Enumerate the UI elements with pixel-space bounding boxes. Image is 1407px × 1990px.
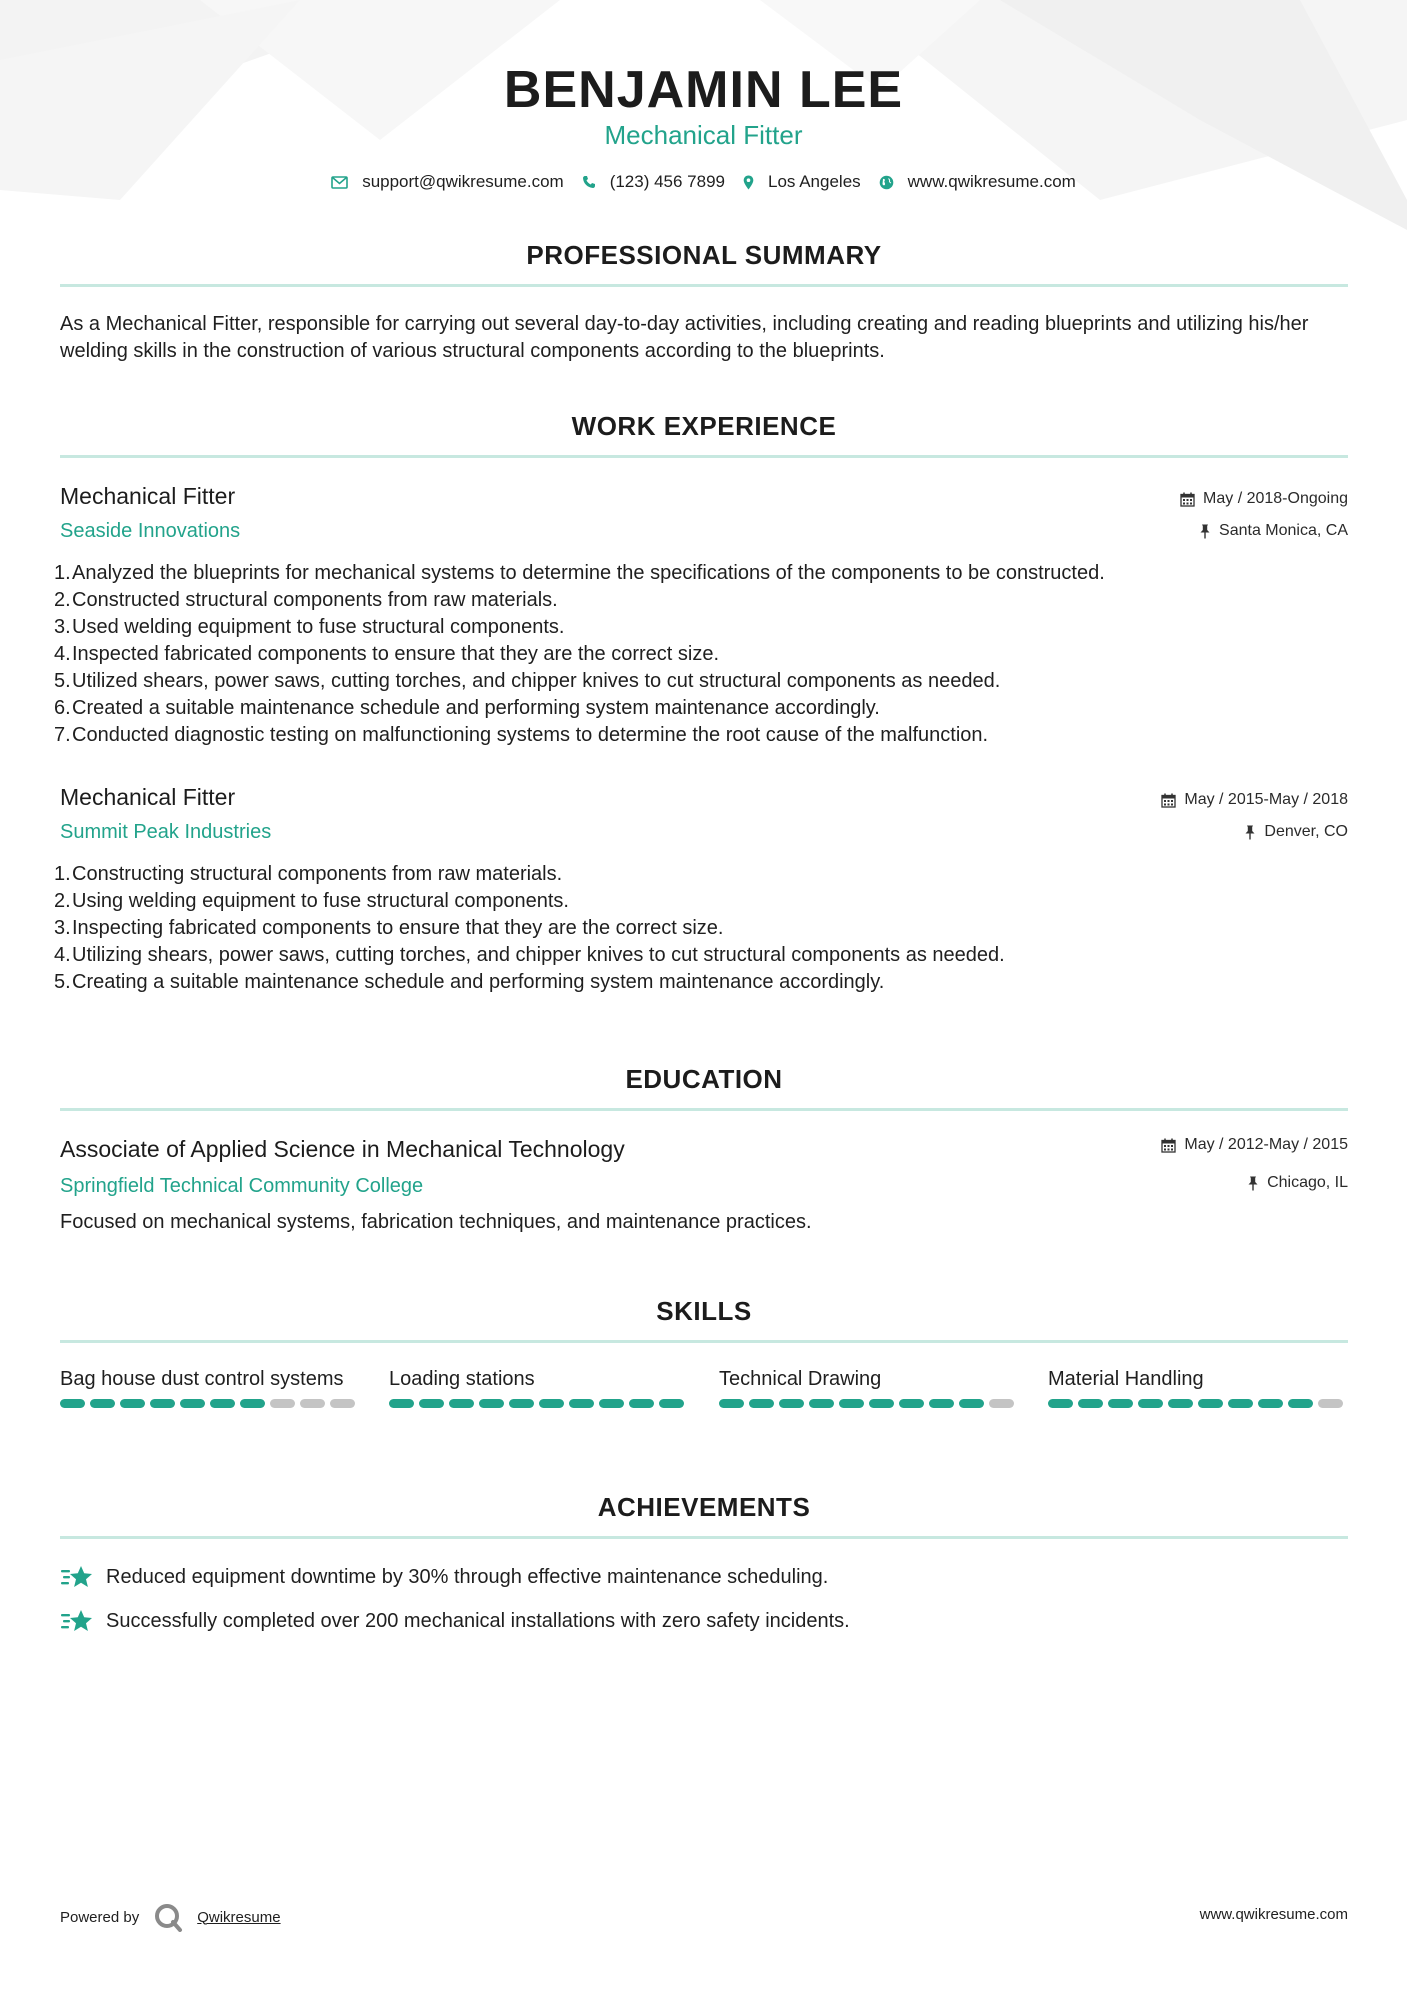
education-location — [1247, 1174, 1348, 1192]
skill-segment-filled — [210, 1399, 235, 1408]
skill-segment-filled — [899, 1399, 924, 1408]
summary-divider — [60, 284, 1348, 287]
phone-text: (123) 456 7899 — [609, 172, 726, 191]
achievement-item — [60, 1608, 850, 1634]
education-dates — [1161, 1136, 1348, 1154]
calendar-icon — [1161, 1138, 1176, 1153]
job-location — [1199, 522, 1348, 540]
skill-name: Bag house dust control systems — [60, 1368, 344, 1390]
skill-segment-filled — [509, 1399, 534, 1408]
candidate-role: Mechanical Fitter — [604, 120, 803, 150]
skill-item — [719, 1366, 1019, 1408]
skill-segment-filled — [1198, 1399, 1223, 1408]
job-title: Mechanical Fitter — [60, 483, 236, 509]
candidate-name: BENJAMIN LEE — [503, 61, 904, 119]
job-dates — [1161, 791, 1348, 809]
skill-name: Technical Drawing — [719, 1368, 882, 1390]
company-name: Summit Peak Industries — [60, 821, 272, 843]
powered-by-label: Powered by — [60, 1908, 140, 1926]
list-item: 4. Utilizing shears, power saws, cutting torches, and chipper knives to cut structural components as needed. — [54, 944, 1005, 966]
skill-segment-empty — [1318, 1399, 1343, 1408]
calendar-icon — [1161, 793, 1176, 808]
job-responsibilities — [54, 861, 1350, 996]
job-location-text: Santa Monica, CA — [1219, 522, 1348, 539]
skill-segment-filled — [1228, 1399, 1253, 1408]
qwikresume-logo-icon — [153, 1902, 183, 1932]
pushpin-icon — [1247, 1176, 1259, 1191]
skills-divider — [60, 1340, 1348, 1343]
skill-segment-filled — [1258, 1399, 1283, 1408]
education-dates-text: May / 2012-May / 2015 — [1184, 1136, 1348, 1153]
skill-name: Loading stations — [389, 1368, 535, 1390]
list-item: 3. Inspecting fabricated components to ensure that they are the correct size. — [54, 917, 724, 939]
skill-segment-filled — [1108, 1399, 1133, 1408]
qwikresume-link[interactable]: Qwikresume — [197, 1908, 281, 1926]
achievements-heading: ACHIEVEMENTS — [597, 1492, 811, 1522]
list-item: 4. Inspected fabricated components to ensure that they are the correct size. — [54, 643, 720, 665]
skill-segment-empty — [300, 1399, 325, 1408]
degree-title: Associate of Applied Science in Mechanical Technology — [60, 1136, 625, 1162]
skill-segment-filled — [569, 1399, 594, 1408]
star-icon — [60, 1608, 94, 1634]
skill-level-bar — [60, 1399, 360, 1408]
list-item: 5. Utilized shears, power saws, cutting torches, and chipper knives to cut structural components as needed. — [54, 670, 1001, 692]
list-item: 1. Constructing structural components from raw materials. — [54, 863, 563, 885]
skill-segment-filled — [629, 1399, 654, 1408]
job-location — [1244, 823, 1348, 841]
skill-segment-filled — [659, 1399, 684, 1408]
skill-segment-filled — [180, 1399, 205, 1408]
skill-name: Material Handling — [1048, 1368, 1204, 1390]
experience-divider — [60, 455, 1348, 458]
skill-item — [389, 1366, 689, 1408]
summary-text: As a Mechanical Fitter, responsible for carrying out several day-to-day activities, including creating and reading blueprints and utilizing his/her welding skills in the construction of various structural components according to the blueprints. — [60, 313, 1309, 362]
education-heading: EDUCATION — [625, 1064, 783, 1094]
globe-icon — [879, 175, 894, 190]
company-name: Seaside Innovations — [60, 520, 241, 542]
list-item: 1. Analyzed the blueprints for mechanical systems to determine the specifications of the components to be constructed. — [54, 562, 1105, 584]
skill-segment-filled — [449, 1399, 474, 1408]
phone-icon — [582, 175, 596, 189]
skill-segment-filled — [1138, 1399, 1163, 1408]
education-description: Focused on mechanical systems, fabrication techniques, and maintenance practices. — [60, 1211, 812, 1233]
pushpin-icon — [1244, 825, 1256, 840]
skill-segment-filled — [419, 1399, 444, 1408]
list-item: 3. Used welding equipment to fuse structural components. — [54, 616, 565, 638]
skill-segment-filled — [779, 1399, 804, 1408]
skill-segment-filled — [120, 1399, 145, 1408]
job-dates-text: May / 2015-May / 2018 — [1184, 791, 1348, 808]
skill-segment-filled — [150, 1399, 175, 1408]
skill-item — [60, 1366, 360, 1408]
achievement-text: Reduced equipment downtime by 30% through effective maintenance scheduling. — [106, 1565, 829, 1588]
school-name: Springfield Technical Community College — [60, 1175, 424, 1197]
skill-item — [1048, 1366, 1348, 1408]
achievement-item — [60, 1564, 828, 1590]
contact-phone[interactable] — [582, 172, 725, 192]
skill-segment-filled — [240, 1399, 265, 1408]
skills-heading: SKILLS — [656, 1296, 752, 1326]
skill-segment-empty — [989, 1399, 1014, 1408]
footer-powered-by — [60, 1902, 281, 1932]
list-item: 5. Creating a suitable maintenance schedule and performing system maintenance accordingly. — [54, 971, 885, 993]
skill-segment-filled — [959, 1399, 984, 1408]
skill-segment-filled — [1048, 1399, 1073, 1408]
skill-segment-filled — [60, 1399, 85, 1408]
skill-segment-filled — [719, 1399, 744, 1408]
skill-segment-empty — [270, 1399, 295, 1408]
skill-segment-filled — [839, 1399, 864, 1408]
skill-level-bar — [1048, 1399, 1348, 1408]
calendar-icon — [1180, 492, 1195, 507]
skill-segment-filled — [479, 1399, 504, 1408]
job-title: Mechanical Fitter — [60, 784, 236, 810]
pushpin-icon — [1199, 524, 1211, 539]
achievements-divider — [60, 1536, 1348, 1539]
skill-segment-filled — [1288, 1399, 1313, 1408]
footer-website[interactable]: www.qwikresume.com — [1199, 1906, 1348, 1923]
skill-segment-filled — [929, 1399, 954, 1408]
website-text: www.qwikresume.com — [907, 172, 1076, 191]
skill-segment-filled — [90, 1399, 115, 1408]
contact-website[interactable] — [879, 172, 1076, 192]
summary-heading: PROFESSIONAL SUMMARY — [526, 240, 882, 270]
contact-email[interactable] — [331, 172, 564, 192]
experience-heading: WORK EXPERIENCE — [571, 411, 837, 441]
achievement-text: Successfully completed over 200 mechanical installations with zero safety incidents. — [106, 1609, 850, 1632]
skill-segment-filled — [1168, 1399, 1193, 1408]
contact-bar — [0, 172, 1407, 192]
location-text: Los Angeles — [768, 172, 861, 191]
list-item: 6. Created a suitable maintenance schedule and performing system maintenance accordingly. — [54, 697, 880, 719]
star-icon — [60, 1564, 94, 1590]
map-pin-icon — [743, 175, 754, 190]
job-responsibilities — [54, 560, 1350, 749]
job-location-text: Denver, CO — [1264, 823, 1348, 840]
skill-segment-filled — [599, 1399, 624, 1408]
skill-segment-filled — [869, 1399, 894, 1408]
skill-segment-empty — [330, 1399, 355, 1408]
skill-level-bar — [719, 1399, 1019, 1408]
list-item: 2. Using welding equipment to fuse structural components. — [54, 890, 569, 912]
list-item: 7. Conducted diagnostic testing on malfunctioning systems to determine the root cause of the malfunction. — [54, 724, 989, 746]
list-item: 2. Constructed structural components from raw materials. — [54, 589, 558, 611]
skill-segment-filled — [389, 1399, 414, 1408]
skill-segment-filled — [539, 1399, 564, 1408]
job-dates-text: May / 2018-Ongoing — [1203, 490, 1348, 507]
skill-segment-filled — [749, 1399, 774, 1408]
contact-location — [743, 172, 861, 192]
education-location-text: Chicago, IL — [1267, 1174, 1348, 1191]
envelope-icon — [331, 176, 348, 189]
skill-segment-filled — [1078, 1399, 1103, 1408]
skill-level-bar — [389, 1399, 689, 1408]
education-divider — [60, 1108, 1348, 1111]
job-dates — [1180, 490, 1348, 508]
skill-segment-filled — [809, 1399, 834, 1408]
email-text: support@qwikresume.com — [362, 172, 564, 191]
